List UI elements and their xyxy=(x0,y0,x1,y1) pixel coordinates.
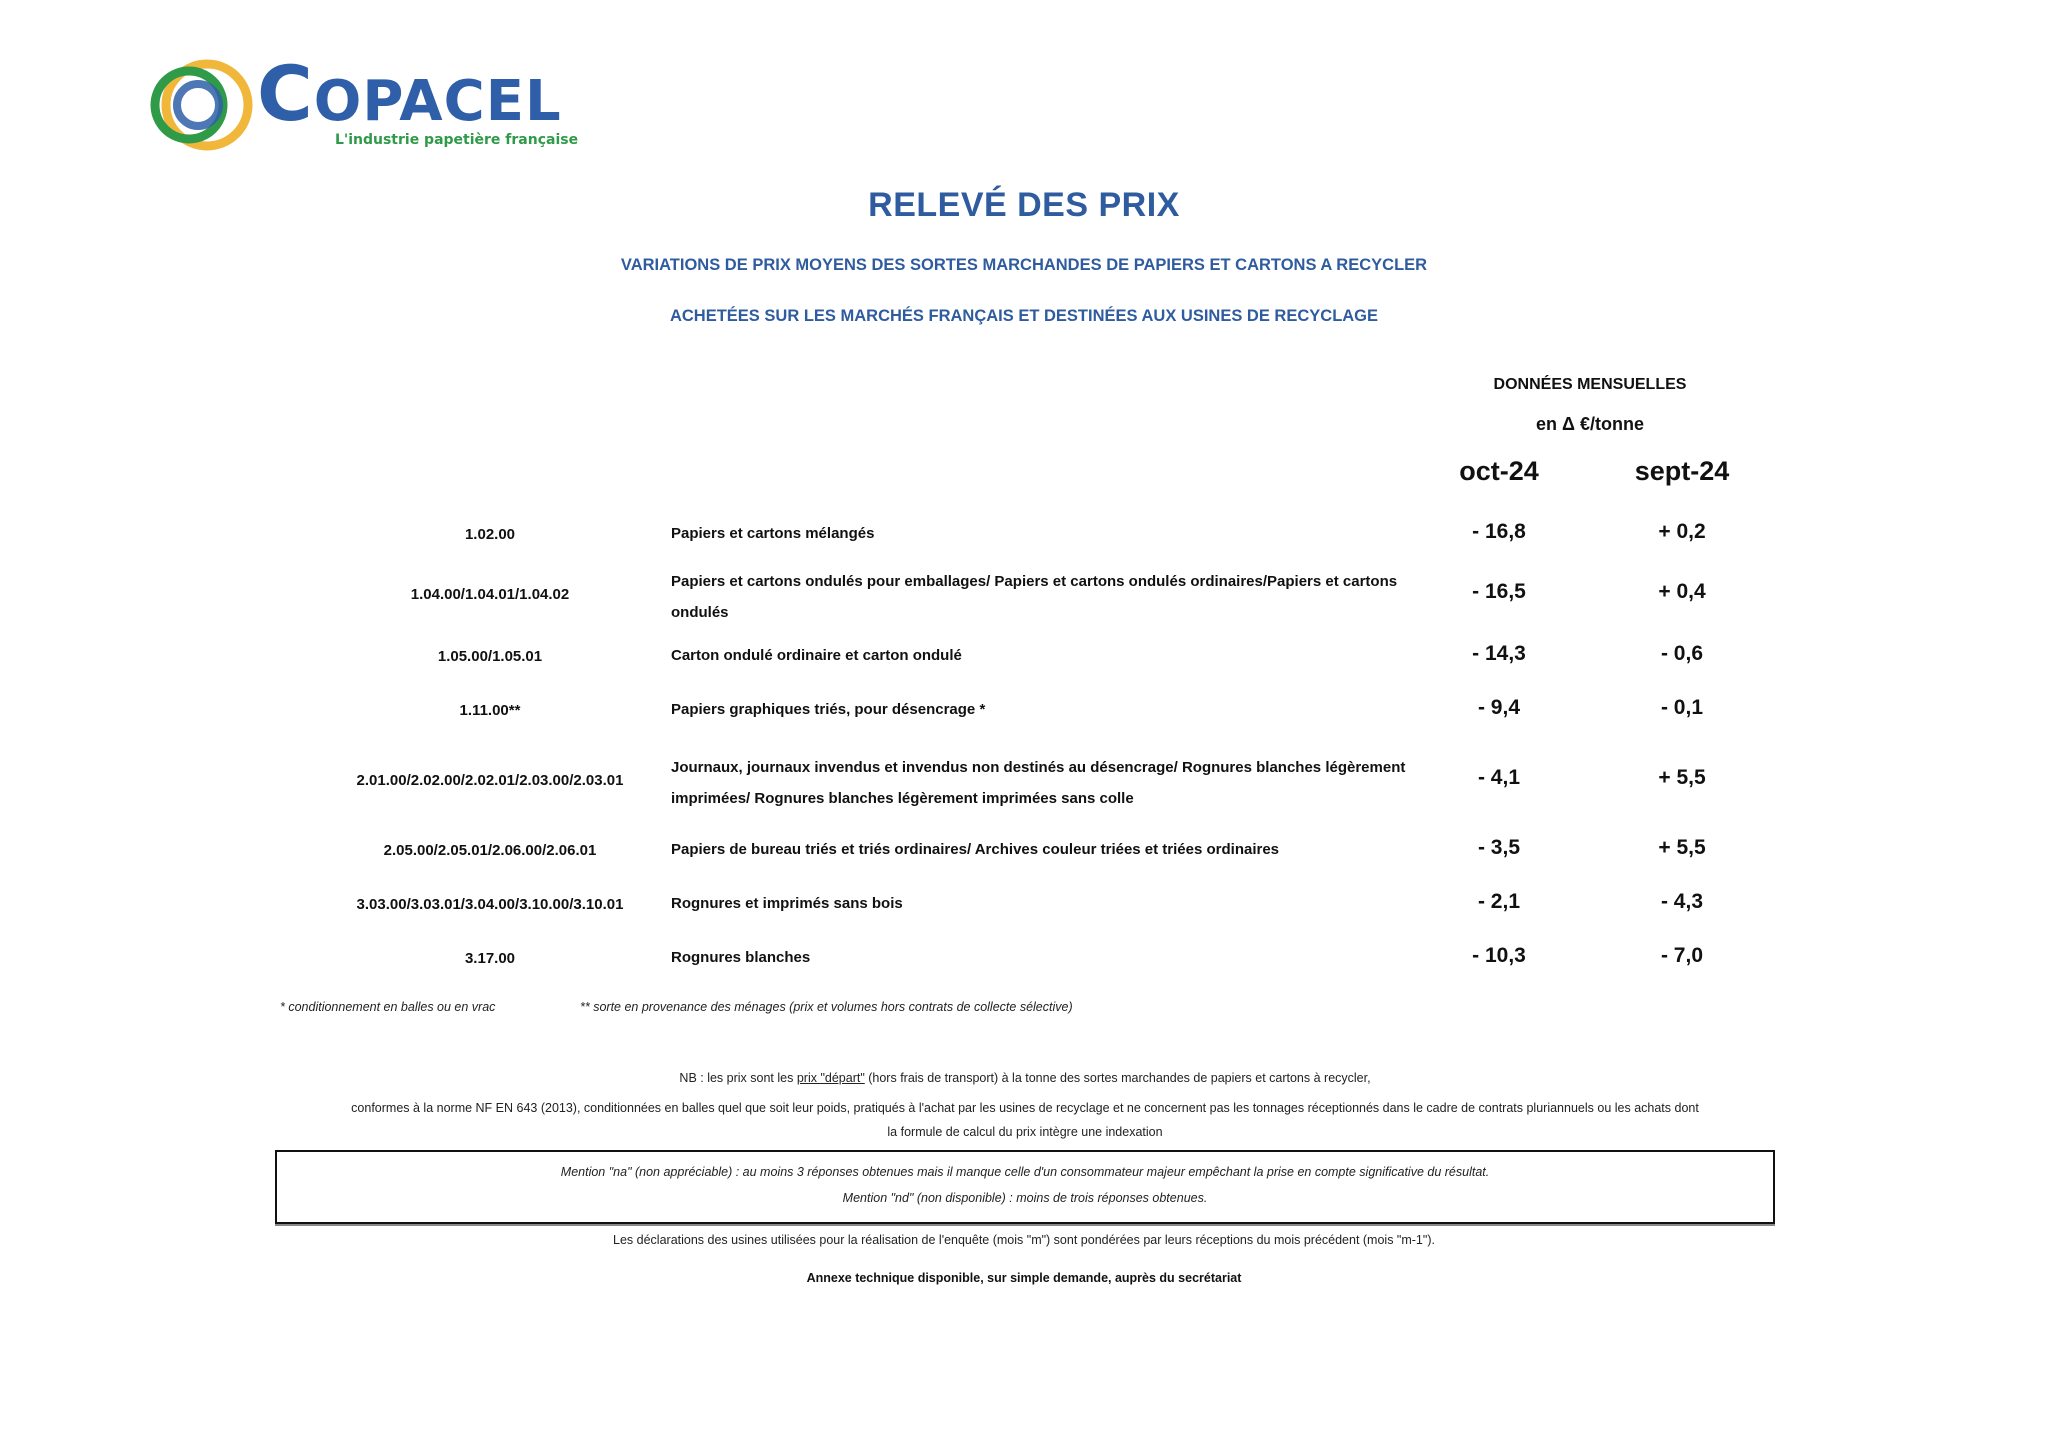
value-oct: - 4,1 xyxy=(1477,766,1521,789)
grade-description: Carton ondulé ordinaire et carton ondulé xyxy=(671,647,962,664)
value-sept: - 4,3 xyxy=(1660,890,1704,913)
annex-note: Annexe technique disponible, sur simple demande, auprès du secrétariat xyxy=(806,1271,1242,1285)
value-oct: - 16,8 xyxy=(1472,520,1526,543)
value-sept: - 0,6 xyxy=(1660,642,1704,665)
mention-na: Mention "na" (non appréciable) : au moins 3 réponses obtenues mais il manque celle d'un consommateur majeur empêchant la prise en compte significative du résultat. xyxy=(560,1165,1490,1179)
grade-code: 3.17.00 xyxy=(464,950,516,967)
value-sept: - 0,1 xyxy=(1660,696,1704,719)
value-oct: - 9,4 xyxy=(1477,696,1521,719)
grade-description: Papiers graphiques triés, pour désencrage * xyxy=(671,701,986,718)
grade-description: Journaux, journaux invendus et invendus non destinés au désencrage/ Rognures blanches légèrement imprimées/ Rognures blanches légèrement imprimées sans colle xyxy=(671,759,1406,807)
column-group-header: DONNÉES MENSUELLES xyxy=(1493,376,1687,393)
rings-logo-icon xyxy=(145,52,255,162)
declarations-note: Les déclarations des usines utilisées pour la réalisation de l'enquête (mois "m") sont pondérées par leurs réceptions du mois précédent (mois "m-1"). xyxy=(613,1233,1435,1247)
value-oct: - 2,1 xyxy=(1477,890,1521,913)
grade-code: 1.04.00/1.04.01/1.04.02 xyxy=(410,586,570,603)
value-sept: + 0,2 xyxy=(1658,520,1706,543)
nb-line-2: conformes à la norme NF EN 643 (2013), conditionnées en balles quel que soit leur poids, pratiqués à l'achat par les usines de recyclage et ne concernent pas les tonnages réceptionnés dans le cadre de contrats pluriannuels ou les achats dont xyxy=(351,1101,1699,1115)
subtitle-line-2: ACHETÉES SUR LES MARCHÉS FRANÇAIS ET DESTINÉES AUX USINES DE RECYCLAGE xyxy=(669,307,1379,325)
nb-line-1: NB : les prix sont les prix "départ" (hors frais de transport) à la tonne des sortes marchandes de papiers et cartons à recycler, xyxy=(679,1071,1371,1085)
value-oct: - 10,3 xyxy=(1472,944,1526,967)
grade-code: 1.11.00** xyxy=(459,702,521,719)
column-header-sept: sept-24 xyxy=(1634,456,1730,486)
value-sept: + 0,4 xyxy=(1658,580,1706,603)
grade-description: Rognures et imprimés sans bois xyxy=(671,895,903,912)
grade-code: 1.05.00/1.05.01 xyxy=(437,648,543,665)
footnote-single-star: * conditionnement en balles ou en vrac xyxy=(280,1000,496,1014)
prix-depart-emphasis: prix "départ" xyxy=(796,1071,865,1085)
grade-code: 2.05.00/2.05.01/2.06.00/2.06.01 xyxy=(383,842,597,859)
nb-line-3: la formule de calcul du prix intègre une indexation xyxy=(887,1125,1163,1139)
unit-label: en Δ €/tonne xyxy=(1536,414,1644,434)
footnote-double-star: ** sorte en provenance des ménages (prix et volumes hors contrats de collecte sélective) xyxy=(580,1000,1073,1014)
grade-code: 1.02.00 xyxy=(464,526,516,543)
grade-description: Papiers et cartons ondulés pour emballages/ Papiers et cartons ondulés ordinaires/Papiers et cartons ondulés xyxy=(671,573,1398,621)
brand-name: COPACEL xyxy=(257,49,562,138)
brand-tagline: L'industrie papetière française xyxy=(335,132,579,148)
grade-code: 3.03.00/3.03.01/3.04.00/3.10.00/3.10.01 xyxy=(356,896,624,913)
grade-description: Papiers de bureau triés et triés ordinaires/ Archives couleur triées et triées ordinaires xyxy=(671,841,1280,858)
column-header-oct: oct-24 xyxy=(1459,456,1539,486)
mention-nd: Mention "nd" (non disponible) : moins de trois réponses obtenues. xyxy=(842,1191,1208,1205)
value-sept: + 5,5 xyxy=(1658,766,1706,789)
page-title: RELEVÉ DES PRIX xyxy=(868,186,1180,224)
value-oct: - 14,3 xyxy=(1472,642,1526,665)
mentions-box xyxy=(275,1150,1775,1224)
value-sept: - 7,0 xyxy=(1660,944,1704,967)
value-oct: - 3,5 xyxy=(1477,836,1521,859)
grade-description: Papiers et cartons mélangés xyxy=(671,525,875,542)
value-oct: - 16,5 xyxy=(1472,580,1526,603)
grade-description: Rognures blanches xyxy=(671,949,811,966)
grade-code: 2.01.00/2.02.00/2.02.01/2.03.00/2.03.01 xyxy=(356,772,624,789)
value-sept: + 5,5 xyxy=(1658,836,1706,859)
subtitle-line-1: VARIATIONS DE PRIX MOYENS DES SORTES MARCHANDES DE PAPIERS ET CARTONS A RECYCLER xyxy=(620,256,1428,274)
copacel-logo xyxy=(145,49,585,162)
